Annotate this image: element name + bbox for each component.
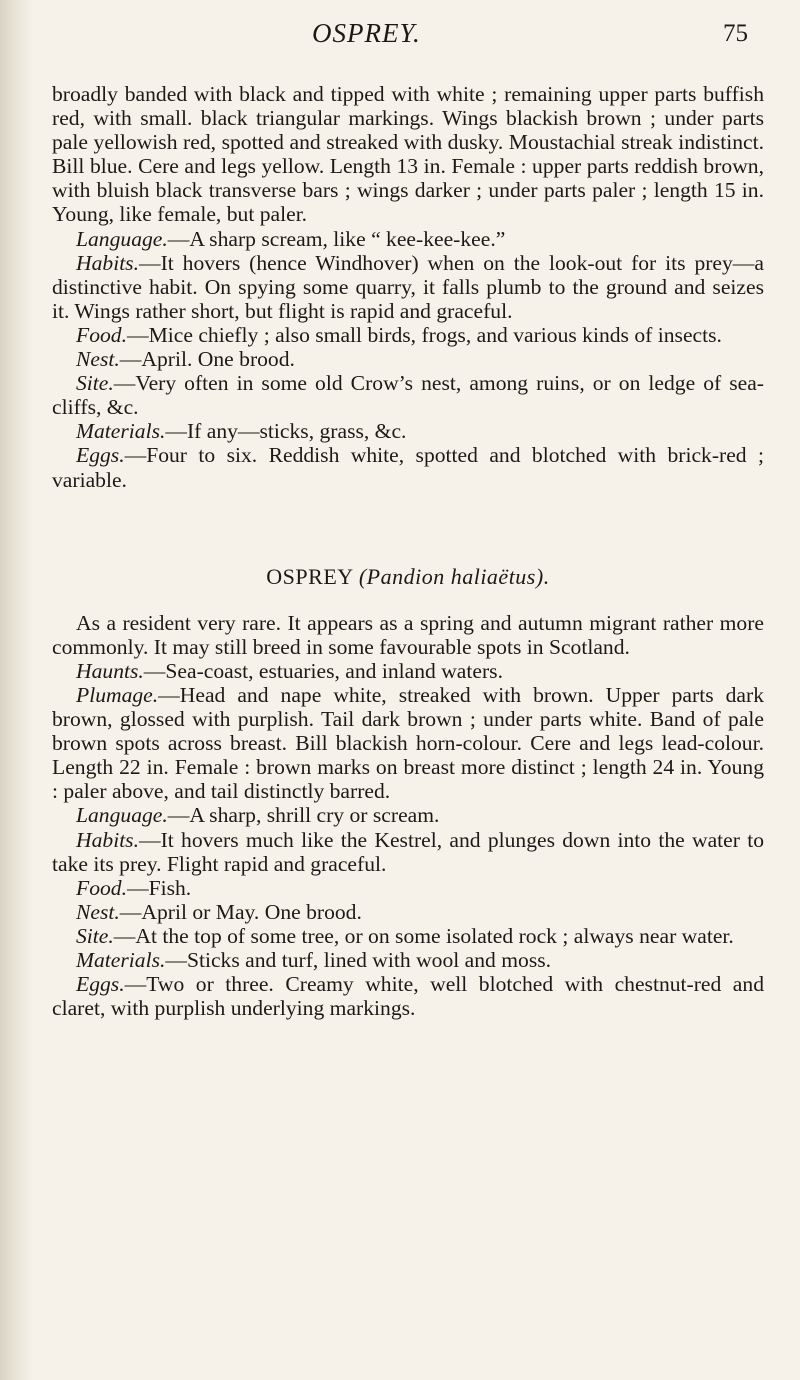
- field-label: Habits.: [76, 827, 139, 852]
- field-label: Nest.: [76, 347, 120, 372]
- running-head: [0, 14, 800, 54]
- field-text: —At the top of some tree, or on some isolated rock ; always near water.: [113, 923, 734, 948]
- running-title: OSPREY.: [312, 18, 421, 48]
- osprey-site: [52, 924, 764, 948]
- field-text: —Two or three. Creamy white, well blotched with chestnut-red and claret, with purplish underlying markings.: [52, 972, 764, 1021]
- kestrel-materials: [52, 419, 764, 443]
- field-label: Plumage.: [76, 682, 159, 707]
- field-label: Materials.: [76, 948, 166, 972]
- field-label: Habits.: [76, 250, 139, 275]
- kestrel-plumage-continued: broadly banded with black and tipped with white ; remaining upper parts buffish red, with small. black triangular markings. Wings blackish brown ; under parts pale yellowish red, spotted and streaked with dusky. Moustachial streak indistinct. Bill blue. Cere and legs yellow. Length 13 in. Female : upper parts reddish brown, with bluish black transverse bars ; wings darker ; under parts paler ; length 15 in. Young, like female, but paler.: [52, 82, 764, 227]
- kestrel-language: [52, 227, 764, 251]
- body-text: [52, 82, 764, 1020]
- field-text: —Very often in some old Crow’s nest, among ruins, or on ledge of sea-cliffs, &c.: [52, 371, 764, 420]
- osprey-nest: [52, 900, 764, 924]
- field-label: Language.: [76, 803, 168, 828]
- species-common-name: OSPREY: [266, 563, 353, 589]
- field-text: —If any—sticks, grass, &c.: [165, 419, 407, 444]
- field-text: —Mice chiefly ; also small birds, frogs, and various kinds of insects.: [126, 322, 722, 347]
- field-text: —It hovers much like the Kestrel, and plunges down into the water to take its prey. Flight rapid and graceful.: [52, 827, 764, 876]
- field-label: Haunts.: [76, 658, 144, 683]
- kestrel-site: [52, 371, 764, 419]
- osprey-habits: [52, 828, 764, 876]
- field-label: Eggs.: [76, 443, 125, 468]
- field-label: Eggs.: [76, 972, 125, 997]
- osprey-language: [52, 803, 764, 827]
- field-text: —April or May. One brood.: [119, 899, 362, 924]
- field-label: Food.: [76, 322, 127, 347]
- page-number: 75: [723, 20, 748, 47]
- field-text: —It hovers (hence Windhover) when on the look-out for its prey—a distinctive habit. On spying some quarry, it falls plumb to the ground and seizes it. Wings rather short, but flight is rapid and graceful.: [52, 250, 764, 323]
- field-text: —Four to six. Reddish white, spotted and blotched with brick-red ; variable.: [52, 443, 764, 492]
- osprey-haunts: [52, 659, 764, 683]
- osprey-materials: [52, 948, 764, 972]
- kestrel-food: [52, 323, 764, 347]
- osprey-food: [52, 876, 764, 900]
- kestrel-habits: [52, 251, 764, 323]
- osprey-intro: As a resident very rare. It appears as a spring and autumn migrant rather more commonly. It may still breed in some favourable spots in Scotland.: [52, 610, 764, 659]
- field-text: —Head and nape white, streaked with brown. Upper parts dark brown, glossed with purplish. Tail dark brown ; under parts white. Band of pale brown spots across breast. Bill blackish horn-colour. Cere and legs lead-colour. Length 22 in. Female : brown marks on breast more distinct ; length 24 in. Young : paler above, and tail distinctly barred.: [52, 682, 764, 804]
- species-scientific-name: (Pandion haliaëtus).: [358, 563, 550, 589]
- field-label: Materials.: [76, 419, 166, 444]
- field-text: —A sharp, shrill cry or scream.: [167, 803, 440, 828]
- field-text: —Sticks and turf, lined with wool and moss.: [165, 948, 552, 972]
- field-label: Site.: [76, 923, 114, 948]
- osprey-eggs: [52, 972, 764, 1020]
- field-text: —Sea-coast, estuaries, and inland waters.: [143, 658, 503, 683]
- field-text: —Fish.: [126, 875, 192, 900]
- field-text: —April. One brood.: [119, 347, 295, 372]
- osprey-plumage: [52, 683, 764, 803]
- field-text: —A sharp scream, like “ kee-kee-kee.”: [167, 226, 506, 251]
- field-label: Food.: [76, 875, 127, 900]
- species-heading: [52, 565, 764, 589]
- kestrel-eggs: [52, 443, 764, 491]
- page-gutter-shadow: [0, 0, 34, 1380]
- field-label: Language.: [76, 226, 168, 251]
- kestrel-nest: [52, 347, 764, 371]
- field-label: Nest.: [76, 899, 120, 924]
- field-label: Site.: [76, 371, 114, 396]
